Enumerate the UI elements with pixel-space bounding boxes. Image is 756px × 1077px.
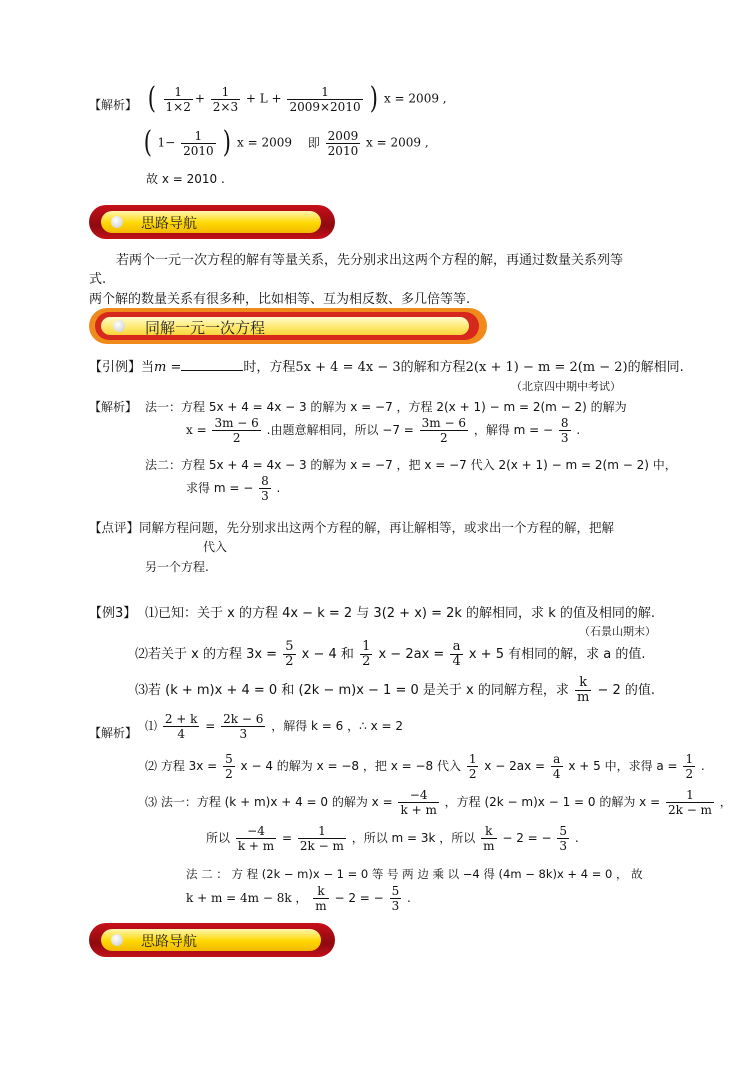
section-banner-thinking xyxy=(89,205,335,239)
analysis-1-line-2: ( 1− $\frac{1}{2010}$ ) x = 2009 即 $\frac{2009}{2010}$ x = 2009 , xyxy=(143,125,429,160)
analysis-1-line-3: 故 x = 2010 . xyxy=(146,172,225,186)
analysis-2-line-3: 法二：方程 5x + 4 = 4x − 3 的解为 x = −7 ，把 x = −7 代入 2(x + 1) − m = 2(m − 2) 中， xyxy=(145,458,677,472)
answer-blank xyxy=(181,358,243,371)
analysis-2-line-2: x = $\frac{3m - 6}{2}$ .由题意解相同，所以 −7 = $\frac{3m - 6}{2}$ ，解得 m = − $\frac{8}{3}$ . xyxy=(186,416,581,445)
bullet-icon xyxy=(111,216,123,228)
analysis-3-step-6: k + m = 4m − 8k ， $\frac{k}{m}$ − 2 = − $\frac{5}{3}$ . xyxy=(186,884,411,913)
paragraph-line-2: 式. xyxy=(89,272,107,287)
left-paren: ( xyxy=(147,81,156,116)
analysis-3-step-1: ⑴ $\frac{2 + k}{4}$ = $\frac{2k - 6}{3}$ ，解得 k = 6 ，∴ x = 2 xyxy=(145,712,403,741)
analysis-2-line-1: 法一：方程 5x + 4 = 4x − 3 的解为 x = −7 ，方程 2(x + 1) − m = 2(m − 2) 的解为 xyxy=(145,400,627,414)
analysis-3-step-2: ⑵ 方程 3x = $\frac{5}{2}$ x − 4 的解为 x = −8 ，把 x = −8 代入 $\frac{1}{2}$ x − 2ax = $\frac{a}{4}$ x + 5 中，求得 a = $\frac{1}{2}$ . xyxy=(145,752,705,781)
analysis-3-step-5: 法 二 ： 方 程 (2k − m)x − 1 = 0 等 号 两 边 乘 以 −4 得 (4m − 8k)x + 4 = 0 ， 故 xyxy=(186,867,643,881)
paragraph-line-3: 两个解的数量关系有很多种，比如相等、互为相反数、多几倍等等. xyxy=(89,292,471,307)
section-banner-thinking-2 xyxy=(89,923,335,957)
bullet-icon xyxy=(111,934,123,946)
paragraph-line-1: 若两个一元一次方程的解有等量关系，先分别求出这两个方程的解，再通过数量关系列等 xyxy=(116,253,624,268)
section-title: 思路导航 xyxy=(141,934,197,950)
comment-line-2: 代入 xyxy=(203,540,228,554)
analysis-label-3: 【解析】 xyxy=(89,726,138,740)
source-note: （北京四中期中考试） xyxy=(511,380,621,393)
example-3-label: 【例3】 xyxy=(89,606,137,621)
analysis-label-1: 【解析】 xyxy=(89,98,138,112)
comment-line-3: 另一个方程. xyxy=(145,560,209,574)
right-paren: ) xyxy=(370,81,379,116)
analysis-1-line-1: ( $\frac{1}{1\times 2}$ + $\frac{1}{2\times 3}$ + L + $\frac{1}{2009\times 2010}$ ) x = 2009 , xyxy=(147,81,447,116)
analysis-3-step-4: 所以 $\frac{-4}{k + m}$ = $\frac{1}{2k - m}$ ，所以 m = 3k ，所以 $\frac{k}{m}$ − 2 = − $\frac{5}{3}$ . xyxy=(206,824,579,853)
section-title: 思路导航 xyxy=(141,216,197,232)
comment-line-1: 【点评】同解方程问题，先分别求出这两个方程的解，再让解相等，或求出一个方程的解，把解 xyxy=(89,520,615,535)
example-3-part-1: ⑴已知：关于 x 的方程 4x − k = 2 与 3(2 + x) = 2k 的解相同，求 k 的值及相同的解. xyxy=(145,606,655,621)
example-intro: 【引例】当m = 时，方程5x + 4 = 4x − 3的解和方程2(x + 1) − m = 2(m − 2)的解相同. xyxy=(89,360,684,375)
example-3-part-3: ⑶若 (k + m)x + 4 = 0 和 (2k − m)x − 1 = 0 是关于 x 的同解方程，求 $\frac{k}{m}$ − 2 的值. xyxy=(135,675,656,705)
section-banner-same-solution xyxy=(89,308,487,344)
example-3-source: （石景山期末） xyxy=(579,625,656,638)
section-title: 同解一元一次方程 xyxy=(145,319,266,337)
analysis-3-step-3: ⑶ 法一：方程 (k + m)x + 4 = 0 的解为 x = $\frac{-4}{k + m}$ ，方程 (2k − m)x − 1 = 0 的解为 x = $\frac{1}{2k - m}$ ， xyxy=(145,788,732,817)
analysis-2-line-4: 求得 m = − $\frac{8}{3}$ . xyxy=(186,474,281,503)
bullet-icon xyxy=(113,320,125,332)
analysis-label-2: 【解析】 xyxy=(89,400,138,414)
example-3-part-2: ⑵若关于 x 的方程 3x = $\frac{5}{2}$ x − 4 和 $\frac{1}{2}$ x − 2ax = $\frac{a}{4}$ x + 5 有相同的解，求 a 的值. xyxy=(135,639,646,669)
